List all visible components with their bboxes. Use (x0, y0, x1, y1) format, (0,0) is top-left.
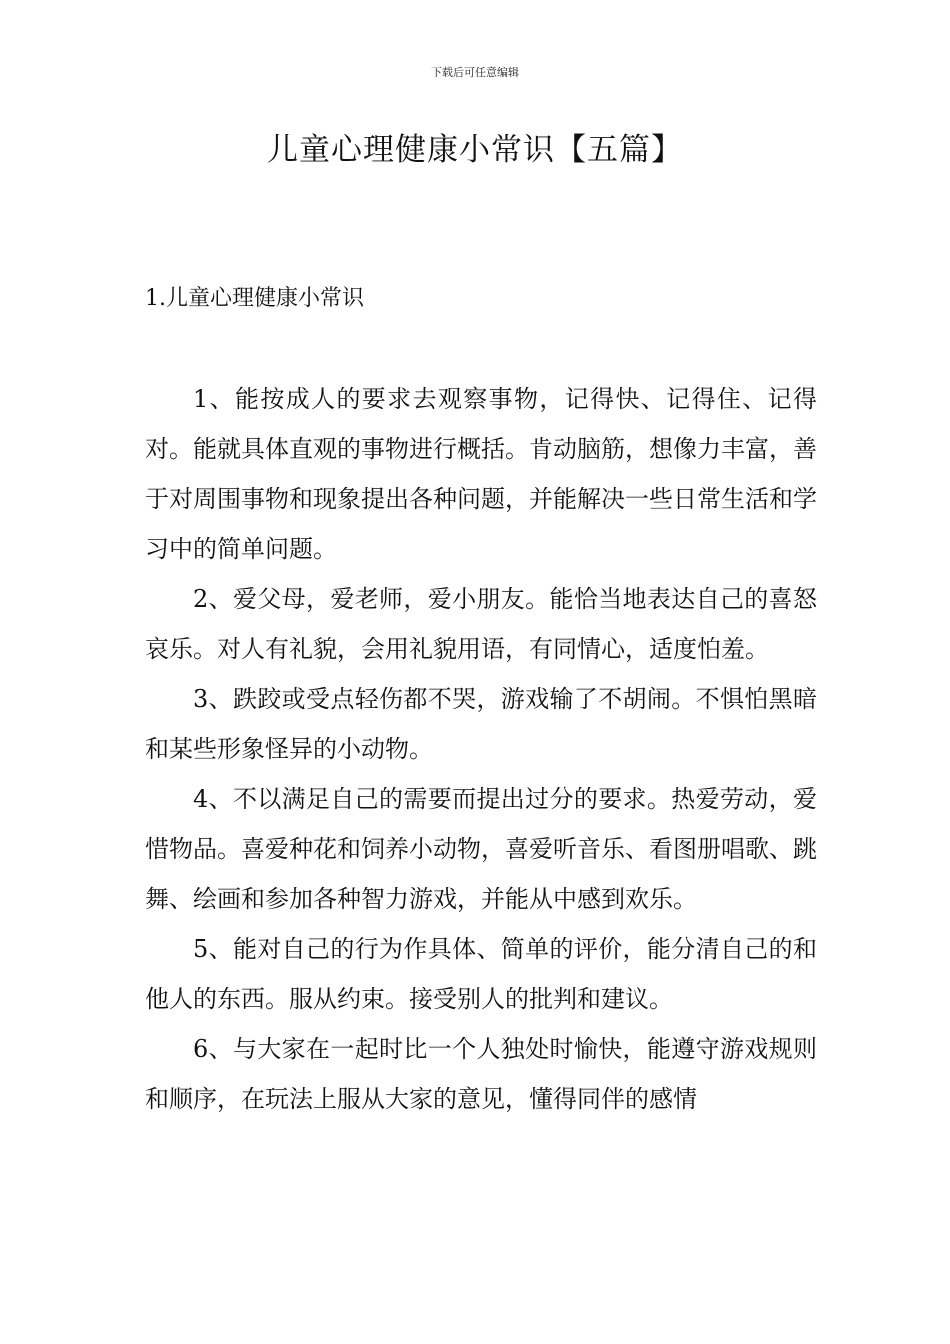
body-text (145, 374, 817, 1124)
paragraph-6: 6、与大家在一起时比一个人独处时愉快，能遵守游戏规则和顺序，在玩法上服从大家的意见，懂得同伴的感情 (145, 1035, 817, 1113)
paragraph-5: 5、能对自己的行为作具体、简单的评价，能分清自己的和他人的东西。服从约束。接受别人的批判和建议。 (145, 935, 817, 1013)
paragraph-3: 3、跌跤或受点轻伤都不哭，游戏输了不胡闹。不惧怕黑暗和某些形象怪异的小动物。 (145, 685, 817, 763)
paragraph-1: 1、能按成人的要求去观察事物，记得快、记得住、记得对。能就具体直观的事物进行概括。肯动脑筋，想像力丰富，善于对周围事物和现象提出各种问题，并能解决一些日常生活和学习中的简单问题。 (145, 385, 817, 563)
paragraph-4: 4、不以满足自己的需要而提出过分的要求。热爱劳动，爱惜物品。喜爱种花和饲养小动物，喜爱听音乐、看图册唱歌、跳舞、绘画和参加各种智力游戏，并能从中感到欢乐。 (145, 785, 817, 913)
paragraph-2: 2、爱父母，爱老师，爱小朋友。能恰当地表达自己的喜怒哀乐。对人有礼貌，会用礼貌用语，有同情心，适度怕羞。 (145, 585, 817, 663)
header-note: 下载后可任意编辑 (431, 66, 519, 79)
document-title: 儿童心理健康小常识【五篇】 (267, 132, 683, 168)
section-heading: 1.儿童心理健康小常识 (145, 286, 364, 311)
